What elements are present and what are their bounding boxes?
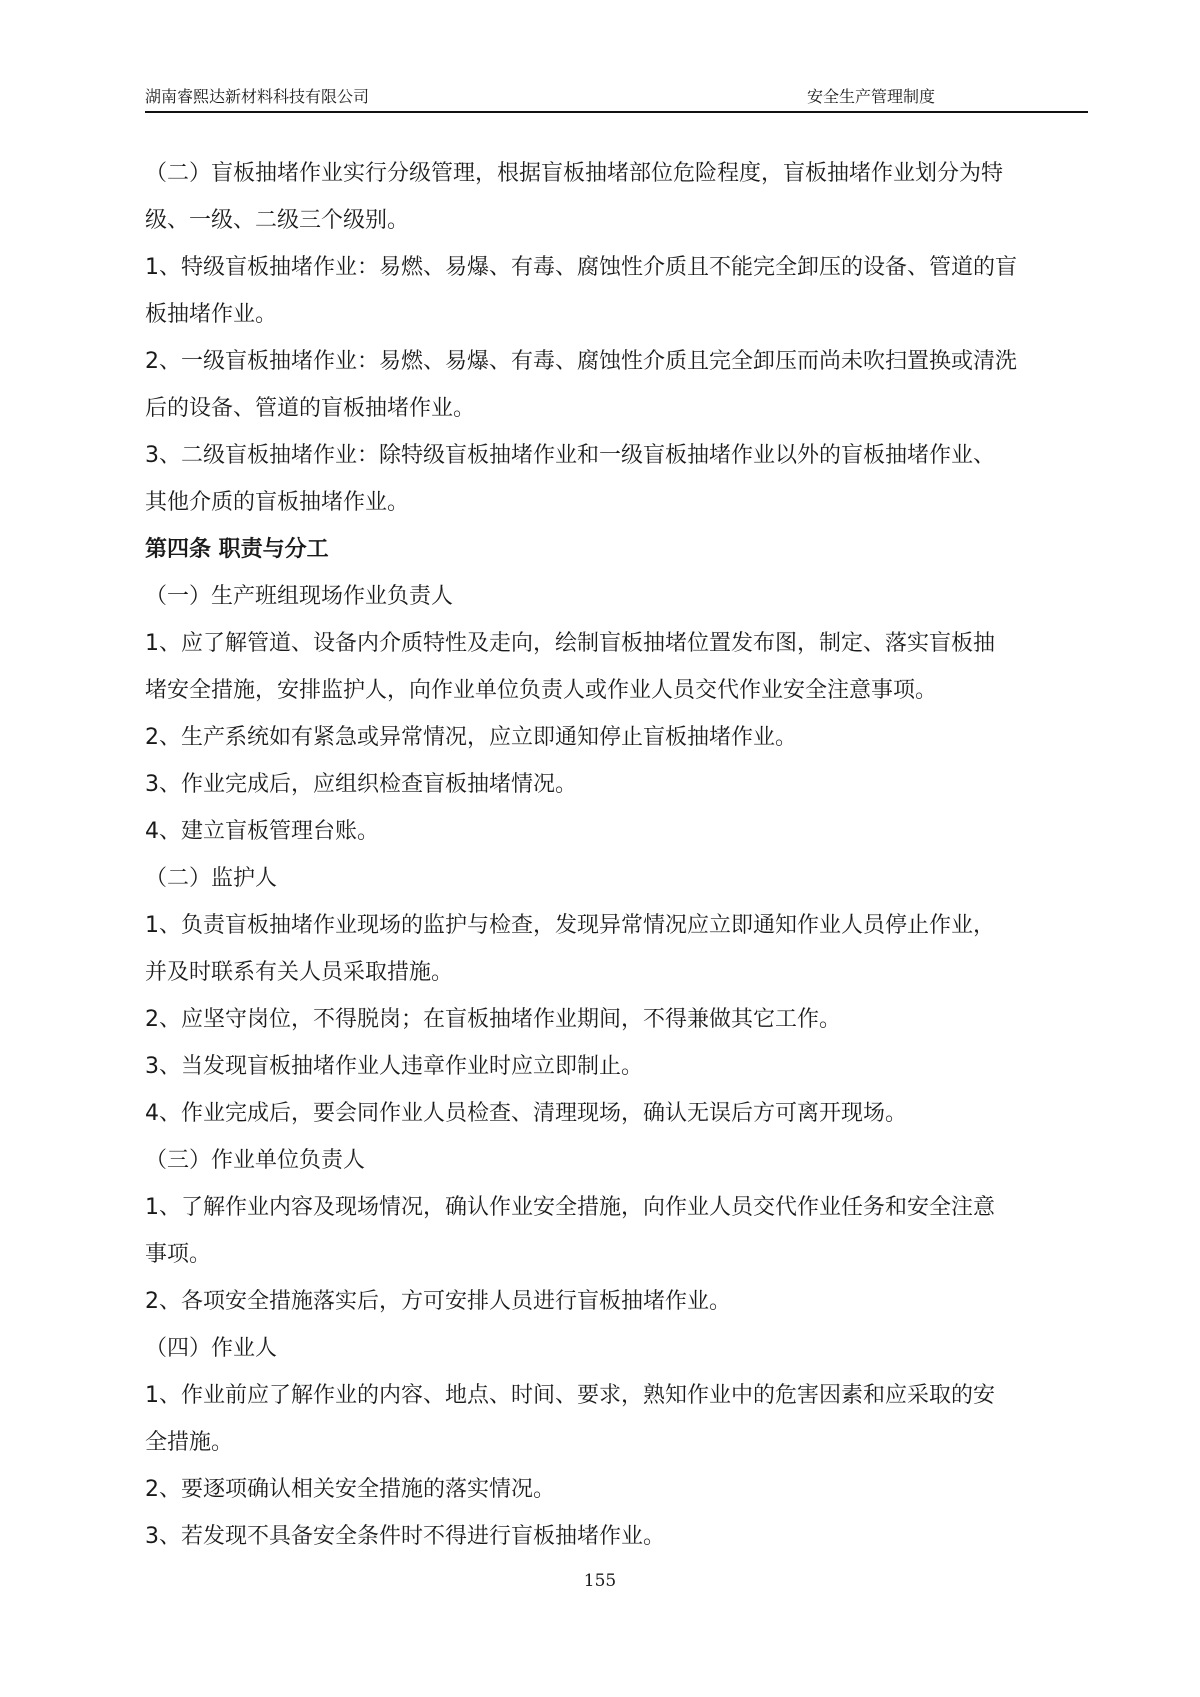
text-line: 3、二级盲板抽堵作业：除特级盲板抽堵作业和一级盲板抽堵作业以外的盲板抽堵作业、 bbox=[145, 443, 995, 468]
document-title: 安全生产管理制度 bbox=[807, 87, 936, 106]
text-line: 并及时联系有关人员采取措施。 bbox=[145, 960, 454, 985]
text-line: （二）盲板抽堵作业实行分级管理，根据盲板抽堵部位危险程度，盲板抽堵作业划分为特 bbox=[145, 161, 1004, 186]
text-line: （一）生产班组现场作业负责人 bbox=[145, 584, 454, 609]
text-line: 1、负责盲板抽堵作业现场的监护与检查，发现异常情况应立即通知作业人员停止作业， bbox=[145, 913, 995, 938]
text-line: （四）作业人 bbox=[145, 1336, 278, 1361]
text-line: （二）监护人 bbox=[145, 866, 278, 891]
text-line: 1、应了解管道、设备内介质特性及走向，绘制盲板抽堵位置发布图，制定、落实盲板抽 bbox=[145, 631, 995, 656]
text-line: 其他介质的盲板抽堵作业。 bbox=[145, 490, 410, 515]
page-number: 155 bbox=[583, 1571, 617, 1591]
text-line: 4、作业完成后，要会同作业人员检查、清理现场，确认无误后方可离开现场。 bbox=[145, 1101, 907, 1126]
text-line: 板抽堵作业。 bbox=[145, 302, 278, 327]
text-line: 事项。 bbox=[145, 1242, 212, 1267]
text-line: 1、了解作业内容及现场情况，确认作业安全措施，向作业人员交代作业任务和安全注意 bbox=[145, 1195, 995, 1220]
text-line: 2、一级盲板抽堵作业：易燃、易爆、有毒、腐蚀性介质且完全卸压而尚未吹扫置换或清洗 bbox=[145, 349, 1018, 374]
text-line: 后的设备、管道的盲板抽堵作业。 bbox=[145, 396, 476, 421]
text-line: 2、生产系统如有紧急或异常情况，应立即通知停止盲板抽堵作业。 bbox=[145, 725, 797, 750]
text-line: 1、特级盲板抽堵作业：易燃、易爆、有毒、腐蚀性介质且不能完全卸压的设备、管道的盲 bbox=[145, 255, 1018, 280]
text-line: 级、一级、二级三个级别。 bbox=[145, 208, 410, 233]
section-heading: 第四条 职责与分工 bbox=[145, 537, 329, 562]
text-line: 4、建立盲板管理台账。 bbox=[145, 819, 379, 844]
text-line: （三）作业单位负责人 bbox=[145, 1148, 366, 1173]
company-name: 湖南睿熙达新材料科技有限公司 bbox=[145, 87, 370, 106]
document-body bbox=[145, 150, 1088, 1560]
text-line: 堵安全措施，安排监护人，向作业单位负责人或作业人员交代作业安全注意事项。 bbox=[145, 678, 938, 703]
text-line: 3、作业完成后，应组织检查盲板抽堵情况。 bbox=[145, 772, 577, 797]
text-line: 全措施。 bbox=[145, 1430, 234, 1455]
page-header bbox=[145, 84, 1088, 112]
header-divider bbox=[145, 111, 1088, 113]
text-line: 2、应坚守岗位，不得脱岗；在盲板抽堵作业期间，不得兼做其它工作。 bbox=[145, 1007, 841, 1032]
text-line: 1、作业前应了解作业的内容、地点、时间、要求，熟知作业中的危害因素和应采取的安 bbox=[145, 1383, 995, 1408]
text-line: 2、要逐项确认相关安全措施的落实情况。 bbox=[145, 1477, 555, 1502]
text-line: 2、各项安全措施落实后，方可安排人员进行盲板抽堵作业。 bbox=[145, 1289, 731, 1314]
text-line: 3、若发现不具备安全条件时不得进行盲板抽堵作业。 bbox=[145, 1524, 665, 1549]
text-line: 3、当发现盲板抽堵作业人违章作业时应立即制止。 bbox=[145, 1054, 643, 1079]
